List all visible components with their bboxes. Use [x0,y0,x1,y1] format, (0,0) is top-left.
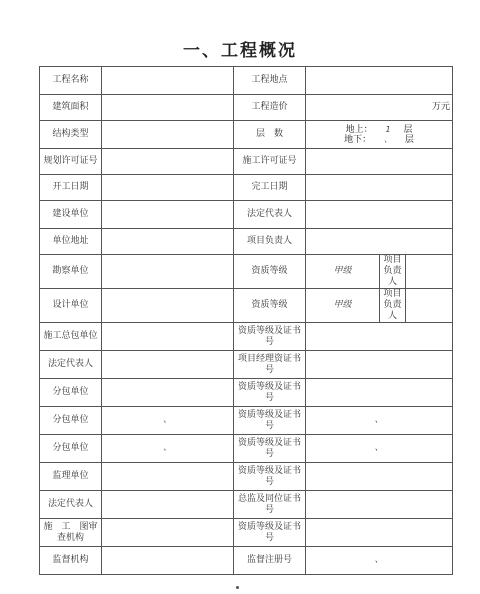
drawing-review-label: 施 工 图审查机构 [40,519,102,547]
general-contractor-value [102,323,234,351]
construction-permit-label: 施工许可证号 [234,149,306,175]
supervision-legal-rep-value [102,491,234,519]
survey-pm-value [406,255,453,289]
sub1-cert-label: 资质等级及证书号 [234,379,306,407]
design-unit-label: 设计单位 [40,289,102,323]
row-construction-unit [40,201,453,229]
oversight-org-label: 监督机构 [40,547,102,575]
row-structure-floors [40,121,453,149]
oversight-reg-value: 、 [306,547,453,575]
row-area-cost [40,95,453,121]
row-supervision-legal-rep [40,491,453,519]
row-oversight [40,547,453,575]
row-project-name [40,67,453,95]
supervision-cert-value [306,463,453,491]
row-dates [40,175,453,201]
row-general-contractor [40,323,453,351]
structure-type-label: 结构类型 [40,121,102,149]
completion-date-label: 完工日期 [234,175,306,201]
floors-above-value: 1 [385,124,391,134]
survey-pm-label: 项目负责人 [380,255,406,289]
construction-legal-rep-value [306,201,453,229]
sub2-cert-value: 、 [306,407,453,435]
row-subcontractor-3 [40,435,453,463]
subcontractor-1-value [102,379,234,407]
floors-label: 层 数 [234,121,306,149]
below-ground-label: 地下： [344,134,372,145]
plan-permit-label: 规划许可证号 [40,149,102,175]
general-contractor-label: 施工总包单位 [40,323,102,351]
project-manager-label: 项目负责人 [234,229,306,255]
survey-grade-label: 资质等级 [234,255,306,289]
survey-grade-value: 甲级 [306,255,380,289]
gc-legal-rep-label: 法定代表人 [40,351,102,379]
construction-unit-label: 建设单位 [40,201,102,229]
row-subcontractor-2 [40,407,453,435]
project-location-value [306,67,453,95]
completion-date-value [306,175,453,201]
survey-unit-label: 勘察单位 [40,255,102,289]
drawing-review-cert-value [306,519,453,547]
gc-pm-cert-label: 项目经理资证书号 [234,351,306,379]
project-overview-table [39,66,453,575]
page-title: 一、工程概况 [183,41,297,61]
sub1-cert-value [306,379,453,407]
supervision-unit-label: 监理单位 [40,463,102,491]
oversight-org-value [102,547,234,575]
footer-dot [236,586,239,589]
start-date-value [102,175,234,201]
row-unit-address [40,229,453,255]
cost-unit: 万元 [406,95,453,121]
above-ground-label: 地上： [345,124,373,135]
row-drawing-review [40,519,453,547]
supervision-unit-value [102,463,234,491]
subcontractor-2-label: 分包单位 [40,407,102,435]
unit-address-value [102,229,234,255]
project-cost-label: 工程造价 [234,95,306,121]
sub3-cert-label: 资质等级及证书号 [234,435,306,463]
legal-rep-label: 法定代表人 [234,201,306,229]
subcontractor-3-value: 、 [102,435,234,463]
project-name-label: 工程名称 [40,67,102,95]
construction-pm-value [306,229,453,255]
subcontractor-1-label: 分包单位 [40,379,102,407]
project-name-value [102,67,234,95]
survey-unit-value [102,255,234,289]
subcontractor-3-label: 分包单位 [40,435,102,463]
chief-engineer-cert-label: 总监及同位证书号 [234,491,306,519]
chief-engineer-cert-value [306,491,453,519]
sub2-cert-label: 资质等级及证书号 [234,407,306,435]
construction-unit-value [102,201,234,229]
unit-address-label: 单位地址 [40,229,102,255]
floors-above-line [308,125,450,135]
gc-cert-label: 资质等级及证书号 [234,323,306,351]
gc-cert-value [306,323,453,351]
project-location-label: 工程地点 [234,67,306,95]
row-survey [40,255,453,289]
design-grade-label: 资质等级 [234,289,306,323]
design-pm-label: 项目负责人 [380,289,406,323]
drawing-review-cert-label: 资质等级及证书号 [234,519,306,547]
gc-pm-cert-value [306,351,453,379]
supervision-legal-rep-label: 法定代表人 [40,491,102,519]
floors-below-line [308,135,450,145]
project-cost-value [306,95,406,121]
row-gc-legal-rep [40,351,453,379]
start-date-label: 开工日期 [40,175,102,201]
subcontractor-2-value: 、 [102,407,234,435]
row-supervision [40,463,453,491]
design-unit-value [102,289,234,323]
drawing-review-value [102,519,234,547]
supervision-cert-label: 资质等级及证书号 [234,463,306,491]
sub3-cert-value: 、 [306,435,453,463]
row-permits [40,149,453,175]
floors-below-value: 、 [384,134,393,144]
row-subcontractor-1 [40,379,453,407]
above-floor-unit: 层 [403,124,413,135]
plan-permit-value [102,149,234,175]
row-design [40,289,453,323]
structure-type-value [102,121,234,149]
building-area-value [102,95,234,121]
design-pm-value [406,289,453,323]
construction-permit-value [306,149,453,175]
gc-legal-rep-value [102,351,234,379]
design-grade-value: 甲级 [306,289,380,323]
building-area-label: 建筑面积 [40,95,102,121]
oversight-reg-label: 监督注册号 [234,547,306,575]
floors-value [306,121,453,149]
below-floor-unit: 层 [404,134,414,145]
